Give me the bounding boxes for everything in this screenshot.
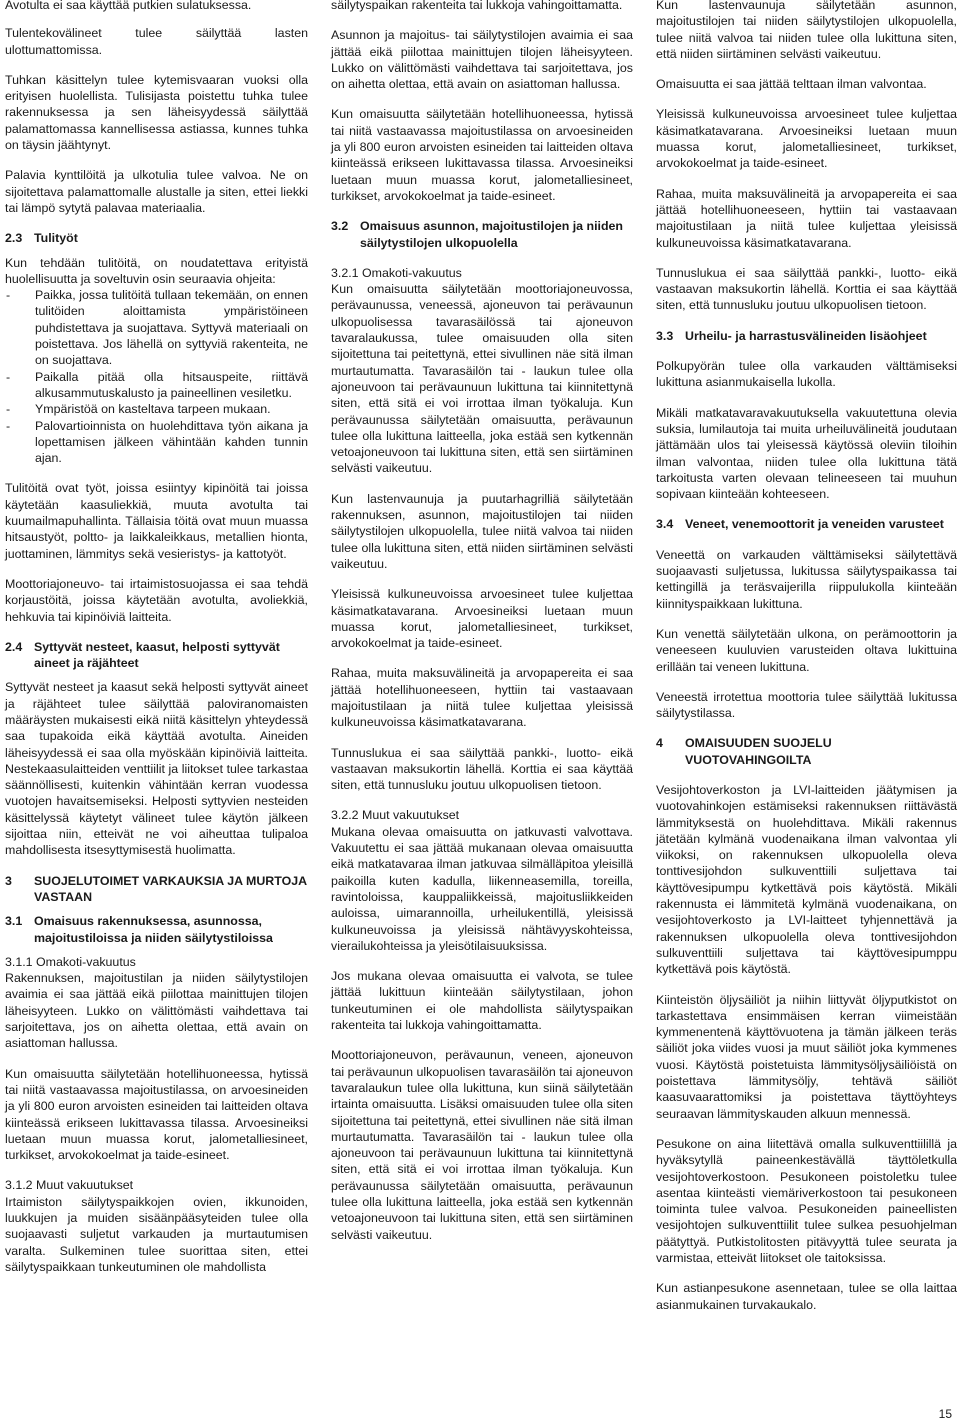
paragraph: Kiinteistön öljysäiliöt ja niihin liittyvät öljyputkistot on tarkastettava ensimmäisen kerran viimeistään kymmenentenä käyttövuotena ja tämän jälkeen teräs säiliöt joka viides vuosi ja muut säiliöt joka kymmenes vuosi. Käytöstä poistetuista lämmitysöljysäiliöistä on poistettava lämmitysöljy, tehtävä säiliöt kaasuvaarattomiksi ja poistettava täyttöyhteys seuraavan lämmityskauden alkuun mennessä. [656, 992, 957, 1121]
paragraph: Tuhkan käsittelyn tulee kytemisvaaran vuoksi olla erityisen huolellista. Tulisijasta poistettu tuhka tulee rakennuksessa ja sen läheisyydessä säilyttää palamattomassa kannellisessa astiassa, kunnes tuhka on täysin jäähtynyt. [5, 72, 308, 153]
list-item: - Palovartioinnista on huolehdittava työn aikana ja lopettamisen jälkeen vähintään kahden tunnin ajan. [5, 418, 308, 467]
paragraph: Tulitöitä ovat työt, joissa esiintyy kipinöitä tai joissa käytetään kaasuliekkiä, muuta avotulta tai kuumailmapuhallinta. Tällaisia töitä ovat muun muassa hitsaustyöt, poltto- ja laikkaleikkaus, metallien hionta, juottaminen, lämmitys sekä vesieristys- ja kattotyöt. [5, 481, 308, 561]
paragraph: Irtaimiston säilytyspaikkojen ovien, ikkunoiden, luukkujen ja muiden sisäänpääsyteiden tulee olla suojaavasti suljetut varkauden ja murtautumisen varalta. Sulkeminen tulee suorittaa siten, ettei säilytyspaikkaan tunkeutuminen ole mahdollista [5, 1194, 308, 1274]
paragraph: Polkupyörän tulee olla varkauden välttämiseksi lukittuna asianmukaisella lukolla. [656, 359, 957, 390]
paragraph: Moottoriajoneuvo- tai irtaimistosuojassa ei saa tehdä korjaustöitä, joissa käytetään avotulta, avoliekkiä, hehkuvia tai kipinöiviä laitteita. [5, 576, 308, 624]
paragraph: Rahaa, muita maksuvälineitä ja arvopapereita ei saa jättää hotellihuoneeseen, hyttiin tai vastaavaan majoitustilaan ja niitä tulee kuljettaa yleisissä kulkuneuvoissa käsimatkatavarana. [331, 666, 633, 730]
section-heading-4: 4 OMAISUUDEN SUOJELU VUOTOVAHINGOILTA [656, 736, 832, 767]
subsection-heading: 3.2.2 Muut vakuutukset [331, 808, 460, 823]
paragraph: Tulentekovälineet tulee säilyttää lasten ulottumattomissa. [5, 26, 308, 57]
subsection-heading: 3.1.2 Muut vakuutukset [5, 1178, 134, 1193]
section-heading-3-3: 3.3 Urheilu- ja harrastusvälineiden lisäohjeet [656, 328, 927, 343]
list-item: - Paikka, jossa tulitöitä tullaan tekemään, on ennen tulitöiden aloittamista ympäristöineen puhdistettava ja suojattava. Syttyvä materiaali on poistettava. Jos lähellä on syttyviä rakenteita, ne on suojattava. [5, 287, 308, 368]
list-item: - Ympäristöä on kasteltava tarpeen mukaan. [5, 401, 308, 417]
page-number: 15 [938, 1407, 952, 1421]
paragraph: Mikäli matkatavaravakuutuksella vakuutettuna olevia suksia, lumilautoja tai muita urheiluvälineitä joudutaan jättämään ulos tai yleisessä käytössä oleviin tiloihin ilman valvontaa, niiden tulee olla lukittuna tätä tarkoitusta varten olevaan telineeseen tai muuhun sopivaan kiinteään kohteeseen. [656, 405, 957, 502]
paragraph: Tunnuslukua ei saa säilyttää pankki-, luotto- eikä vastaavan maksukortin lähellä. Korttia ei saa käyttää siten, että tunnusluku joutuu ulkopuolisen tietoon. [331, 745, 633, 793]
paragraph: Kun lastenvaunuja säilytetään asunnon, majoitustilojen tai niiden säilytystilojen ulkopuolella, tulee niitä valvoa tai niiden tulee olla lukittuna siten, että niiden siirtäminen selvästi vaikeutuu. [656, 0, 957, 61]
paragraph: Rakennuksen, majoitustilan ja niiden säilytystilojen avaimia ei saa jättää eikä piilottaa mainittujen tilojen läheisyyteen. Lukko on välittömästi vaihdettava tai sarjoitettava, jos on aihetta olettaa, että avain on asiattoman hallussa. [5, 971, 308, 1051]
paragraph: Kun astianpesukone asennetaan, tulee se olla laittaa asianmukainen turvakaukalo. [656, 1281, 957, 1312]
paragraph: Kun omaisuutta säilytetään hotellihuoneessa, hytissä tai niitä vastaavassa majoitustilassa, on arvoesineiden ja yli 800 euron arvoisten esineiden tai laitteiden oltava kiinteässä erikseen lukittavassa tilassa. Arvoesineiksi luetaan muun muassa korut, jalometalliesineet, turkikset, arvokokoelmat ja taide-esineet. [5, 1066, 308, 1163]
paragraph: Rahaa, muita maksuvälineitä ja arvopapereita ei saa jättää hotellihuoneeseen, hyttiin tai vastaavaan majoitustilaan ja niitä tulee kuljettaa yleisissä kulkuneuvoissa käsimatkatavarana. [656, 186, 957, 250]
list-item: - Paikalla pitää olla hitsauspeite, riittävä alkusammutuskalusto ja paineellinen vesiletku. [5, 369, 308, 402]
paragraph: Jos mukana olevaa omaisuutta ei valvota, se tulee jättää lukittuun kiinteään säilytystilaan, johon tunkeutuminen ei ole mahdollista säilytyspaikan rakenteita tai lukkoja vahingoittamatta. [331, 969, 633, 1033]
paragraph: Pesukone on aina liitettävä omalla sulkuventtiilillä ja hyväksytyllä paineenkestävällä täyttöletkulla vesijohtoverkostoon. Pesukoneen poistoletku tulee asentaa kiinteästi viemäriverkostoon tai pesukoneen toiminta tulee valvoa. Pesukoneiden paineellisten vesijohtojen sulkuventtiilit tulee sulkea pesuohjelman päätyttyä. Putkistolitosten pitävyyttä tulee seurata ja varmistaa, etteivät liitokset ole taitoksissa. [656, 1136, 957, 1265]
section-heading-2-4: 2.4 Syttyvät nesteet, kaasut, helposti syttyvät aineet ja räjähteet [5, 639, 280, 671]
paragraph: säilytyspaikan rakenteita tai lukkoja vahingoittamatta. [331, 0, 623, 12]
section-heading-3: 3 SUOJELUTOIMET VARKAUKSIA JA MURTOJA VASTAAN [5, 873, 307, 904]
paragraph: Mukana olevaa omaisuutta on jatkuvasti valvottava. Vakuutettu ei saa jättää mukanaan olevaa omaisuutta eikä matkatavaraa ilman jatkuvaa silmälläpitoa yleisillä paikoilla kuten kadulla, liikenneasemilla, toreilla, ravintoloissa, kauppaliikkeissä, majoitusliikkeiden auloissa, uimarannoilla, urheilukentillä, yleisissä kulkuneuvoissa ja yleisissä nähtävyyskohteissa, vierailukohteissa ja yleisötilaisuuksissa. [331, 824, 633, 953]
paragraph: Kun tehdään tulitöitä, on noudatettava erityistä huolellisuutta ja soveltuvin osin seuraavia ohjeita: [5, 255, 308, 286]
subsection-heading: 3.2.1 Omakoti-vakuutus [331, 265, 462, 280]
section-heading-2-3: 2.3 Tulityöt [5, 231, 78, 246]
paragraph: Palavia kynttilöitä ja ulkotulia tulee valvoa. Ne on sijoitettava palamattomalle alustalle ja siten, ettei liekki tai lämpö sytytä palavaa materiaalia. [5, 168, 308, 215]
paragraph: Syttyvät nesteet ja kaasut sekä helposti syttyvät aineet ja räjähteet tulee säilyttää paloviranomaisten määräysten mukaisesti eikä niitä käsittelyn yhteydessä saa tupakoida eikä käyttää avotulta. Aineiden läheisyydessä ei saa olla myöskään kipinöiviä laitteita. Nestekaasulaitteiden venttiilit ja liitokset tulee tarkastaa säännöllisesti, kuitenkin vähintään kerran vuodessa vuotojen havaitsemiseksi. Helposti syttyvien nesteiden käsittelyssä käytetyt välineet tulee käytön jälkeen sijoittaa niin, etteivät ne voi aiheuttaa tulipaloa mahdollisesta itsesyttymisestä huolimatta. [5, 680, 308, 858]
paragraph: Vesijohtoverkoston ja LVI-laitteiden jäätymisen ja vuotovahinkojen estämiseksi rakennuksen riittävästä lämmityksestä on huolehdittava. Mikäli rakennus jätetään kylmänä vuodenaikana ilman valvontaa yli viikoksi, on rakennuksen ulkopuolella oleva tonttivesijohdon sulkuventtiili suljettava tai käyttövesipumpu kytkettävä pois käytöstä. Mikäli rakennusta ei lämmitetä kylmänä vuodenaikana, on vesijohtoverkosto ja LVI-laitteet tyhjennettävä ja rakennuksen ulkopuolella oleva tonttivesijohdon sulkuventtiili suljettava tai käyttövesipumppu kytkettävä pois käytöstä. [656, 782, 957, 977]
section-heading-3-2: 3.2 Omaisuus asunnon, majoitustilojen ja niiden säilytystilojen ulkopuolella [331, 219, 623, 250]
paragraph: Yleisissä kulkuneuvoissa arvoesineet tulee kuljettaa käsimatkatavarana. Arvoesineiksi luetaan muun muassa korut, jalometalliesineet, turkikset, arvokokoelmat ja taide-esineet. [331, 587, 633, 651]
paragraph: Asunnon ja majoitus- tai säilytystilojen avaimia ei saa jättää eikä piilottaa mainittujen tilojen läheisyyteen. Lukko on välittömästi vaihdettava tai sarjoitettava, jos on aihetta olettaa, että avain on asiattoman hallussa. [331, 28, 633, 92]
paragraph: Kun venettä säilytetään ulkona, on perämoottorin ja veneeseen kuuluvien varusteiden oltava lukittuina erillään tai veneen lukittuna. [656, 626, 957, 674]
column-3 [656, 0, 957, 1313]
dash-list [5, 287, 308, 466]
section-heading-3-4: 3.4 Veneet, venemoottorit ja veneiden varusteet [656, 517, 944, 532]
paragraph: Kun omaisuutta säilytetään moottoriajoneuvossa, perävaunussa, veneessä, ajoneuvon tai perävaunun ulkopuolisessa tavarasäilössä tai ajoneuvon tavaralaukussa, tulee omaisuuden olla siten sijoitettuna tai peitettynä, ettei sivullinen näe sitä ilman murtautumatta. Tavarasäilön tai - laukun tulee olla ajoneuvoon tai perävaunuun lukittuna tai kiinnitettynä siten, että sitä ei voi irrottaa ilman työkaluja. Kun perävaunussa säilytetään omaisuutta, perävaunun tulee olla lukittuna laitteella, joka estää sen kytkennän vetoajoneuvoon tai lukittuna siten, että sen siirtäminen selvästi vaikeutuu. [331, 282, 633, 476]
column-2 [331, 0, 633, 1257]
subsection-heading: 3.1.1 Omakoti-vakuutus [5, 954, 136, 969]
paragraph: Kun omaisuutta säilytetään hotellihuoneessa, hytissä tai niitä vastaavassa majoitustilassa on arvoesineiden ja yli 800 euron arvoisten esineiden tai laitteiden oltava kiinteässä erikseen lukittavassa tilassa. Arvoesineiksi luetaan muun muassa korut, jalometalliesineet, turkikset, arvokokoelmat ja taide-esineet. [331, 107, 633, 203]
paragraph: Avotulta ei saa käyttää putkien sulatuksessa. [5, 0, 252, 12]
column-1 [5, 0, 308, 1275]
paragraph: Veneettä on varkauden välttämiseksi säilytettävä suojaavasti suljetussa, lukitussa säilytyspaikassa tai kettingillä ja teräsvaijerilla riippulukolla kiinteään kiinnityspaikkaan lukittuna. [656, 547, 957, 611]
paragraph: Veneestä irrotettua moottoria tulee säilyttää lukitussa säilytystilassa. [656, 689, 957, 721]
paragraph: Tunnuslukua ei saa säilyttää pankki-, luotto- eikä vastaavan maksukortin lähellä. Korttia ei saa käyttää siten, että tunnusluku joutuu ulkopuolisen tietoon. [656, 265, 957, 313]
section-heading-3-1: 3.1 Omaisuus rakennuksessa, asunnossa, majoitustiloissa ja niiden säilytystiloissa [5, 914, 273, 945]
paragraph: Moottoriajoneuvon, perävaunun, veneen, ajoneuvon tai perävaunun ulkopuolisen tavarasäilön tai ajoneuvon tavaralaukun tulee olla lukittuna, kun siinä säilytetään irtainta omaisuutta. Lisäksi omaisuuden tulee olla siten sijoitettuna tai peitettynä, ettei sivullinen näe sitä ilman murtautumatta. Tavarasäilön tai - laukun tulee olla ajoneuvoon tai perävaunuun lukittuna tai kiinnitettynä siten, että sitä ei voi irrottaa ilman työkaluja. Kun perävaunussa säilytetään omaisuutta, perävaunun tulee olla lukittuna laitteella, joka estää sen kytkennän vetoajoneuvoon tai lukittuna siten, että sen siirtäminen selvästi vaikeutuu. [331, 1048, 633, 1242]
paragraph: Kun lastenvaunuja ja puutarhagrilliä säilytetään rakennuksen, asunnon, majoitustilojen tai niiden säilytystilojen ulkopuolella, tulee niitä valvoa tai niiden tulee olla lukittuna siten, että niiden siirtäminen selvästi vaikeutuu. [331, 491, 633, 571]
paragraph: Omaisuutta ei saa jättää telttaan ilman valvontaa. [656, 77, 927, 92]
paragraph: Yleisissä kulkuneuvoissa arvoesineet tulee kuljettaa käsimatkatavarana. Arvoesineiksi luetaan muun muassa korut, jalometalliesineet, turkikset, arvokokoelmat ja taide-esineet. [656, 107, 957, 171]
